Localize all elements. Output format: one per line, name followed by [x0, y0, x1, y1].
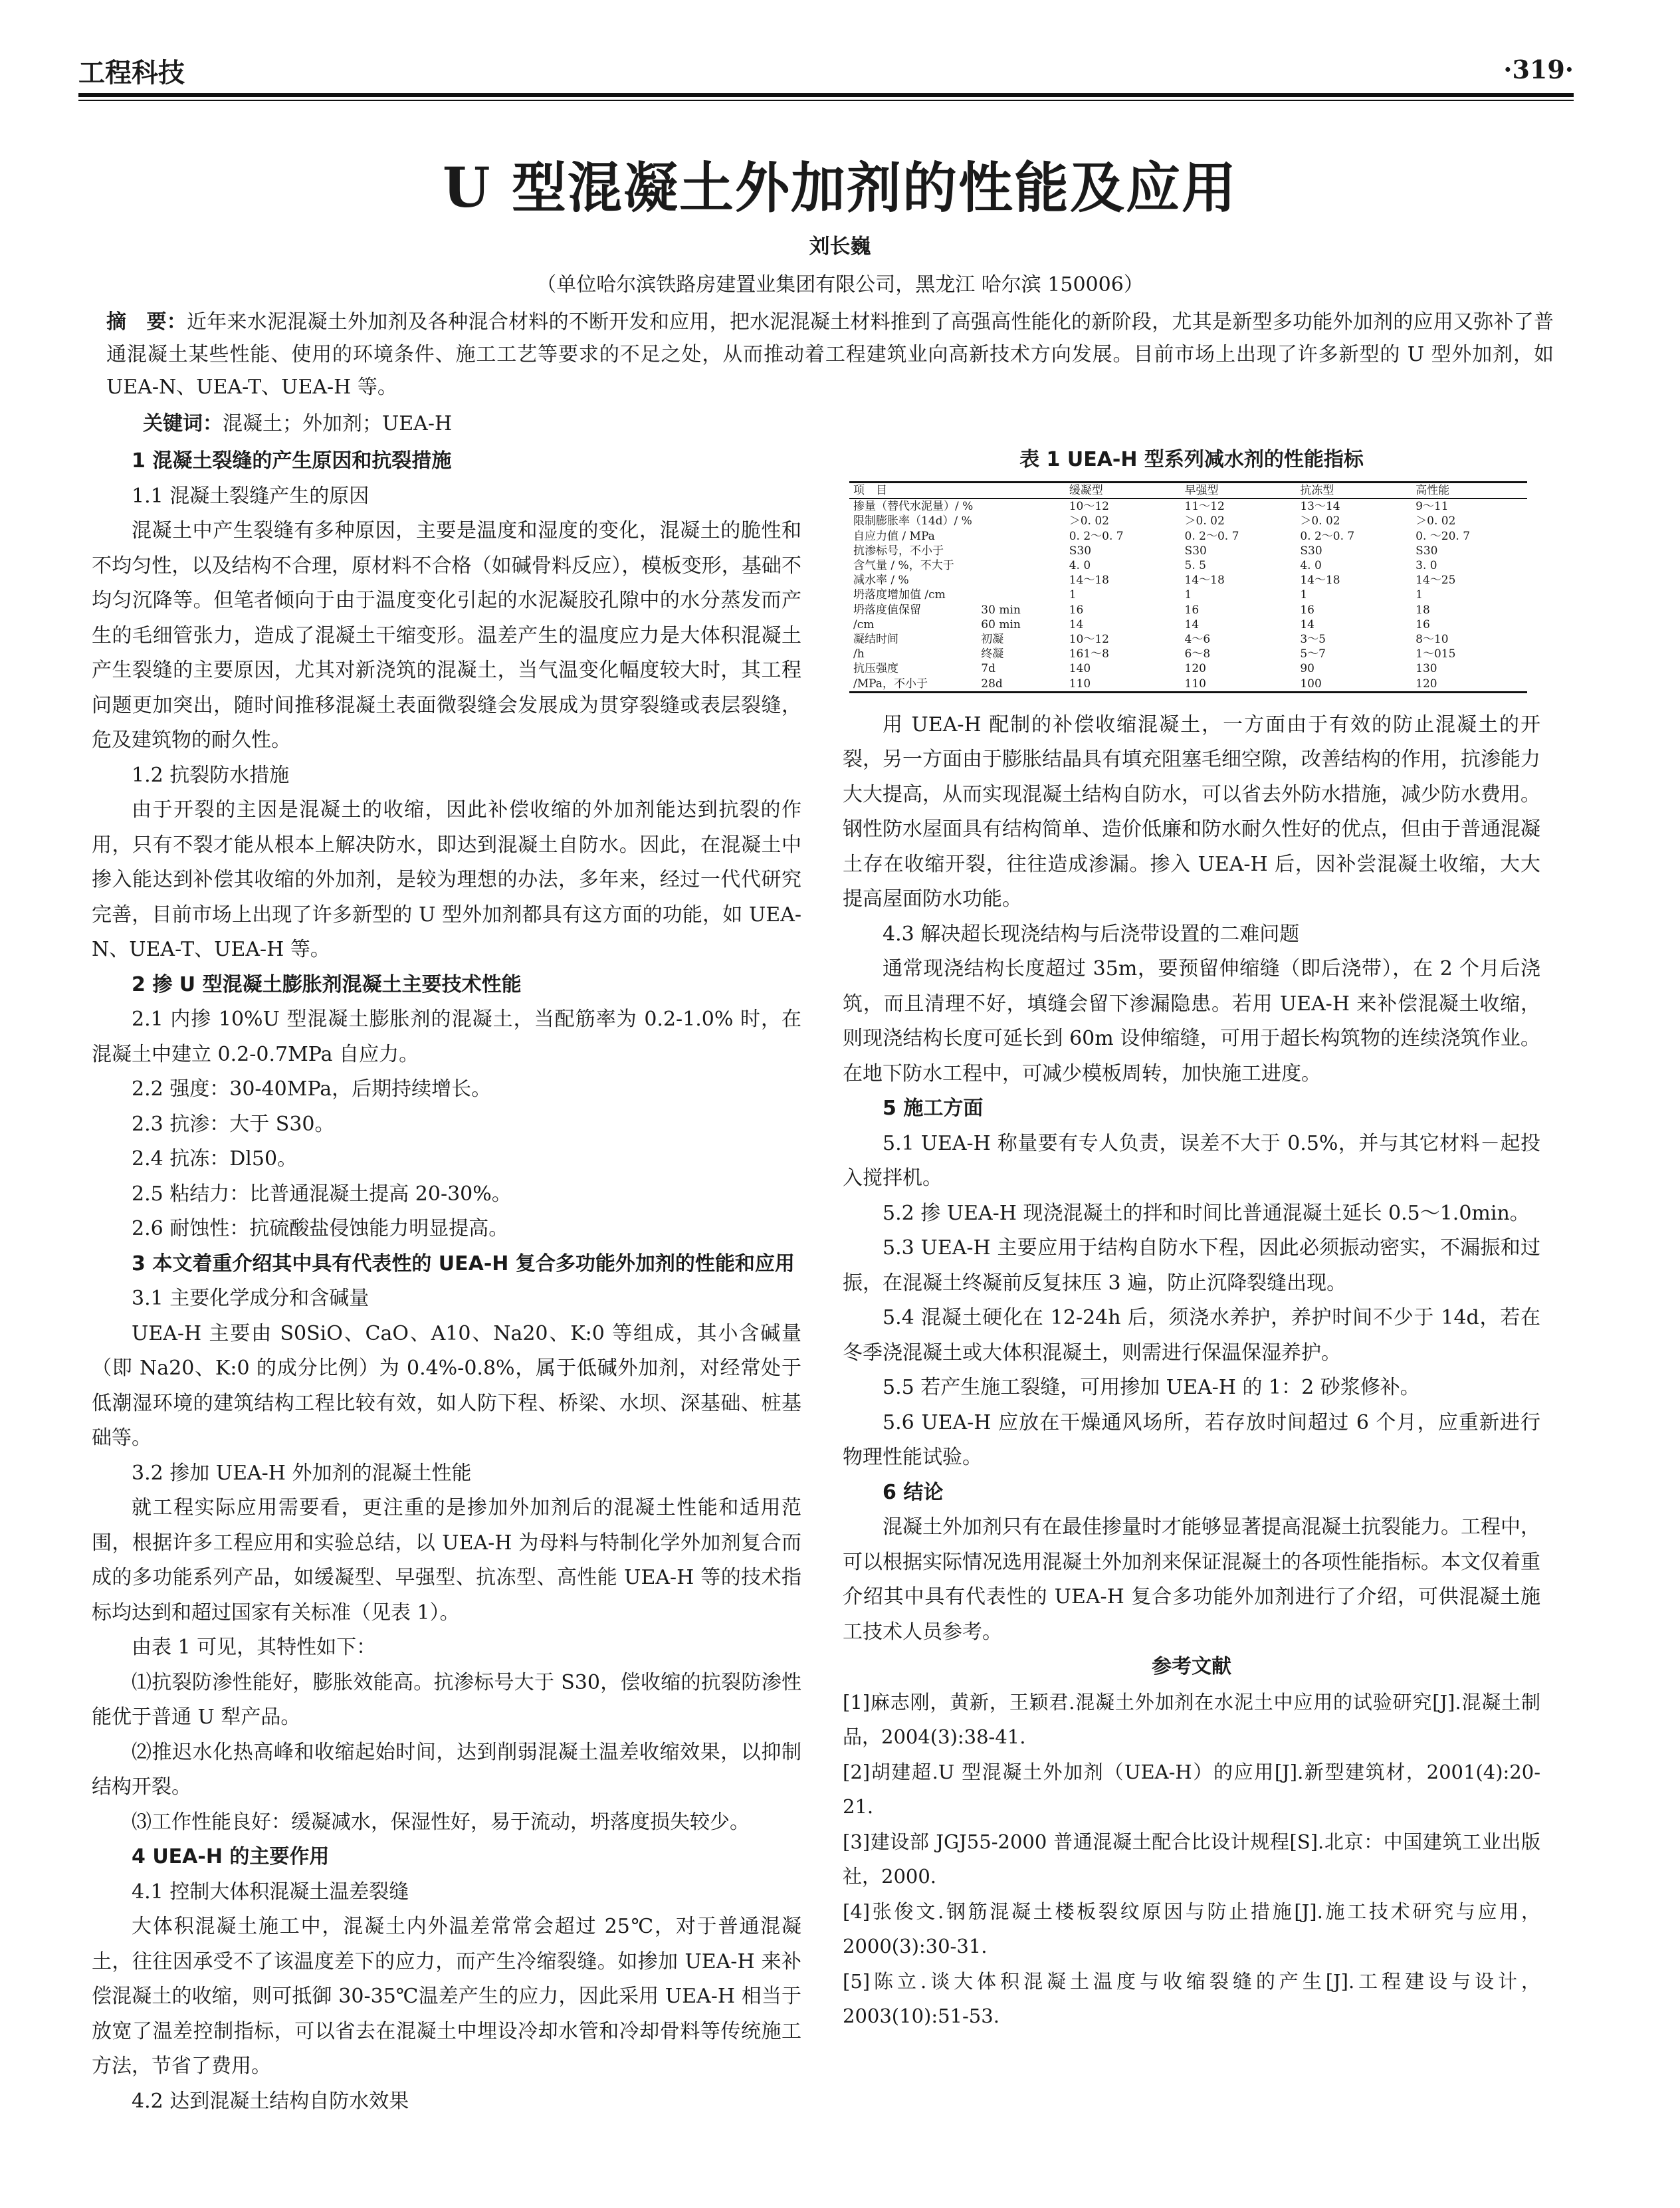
paragraph: 5.4 混凝土硬化在 12-24h 后，须浇水养护，养护时间不少于 14d，若在冬季浇混凝土或大体积混凝土，则需进行保温保湿养护。: [843, 1306, 1540, 1365]
table-cell: 14～18: [1184, 574, 1225, 588]
table-cell: 14: [1069, 617, 1084, 631]
table-cell: 3. 0: [1416, 559, 1437, 573]
table-header-cell: [977, 483, 1065, 499]
table-cell: [977, 558, 1065, 573]
table-cell: 6～8: [1184, 647, 1211, 661]
table-row: [849, 558, 1527, 573]
table-cell: 30 min: [981, 603, 1021, 617]
paragraph: 通常现浇结构长度超过 35m，要预留伸缩缝（即后浇带），在 2 个月后浇筑，而且清理不好，填缝会留下渗漏隐患。若用 UEA-H 来补偿混凝土收缩，则现浇结构长度可延长到 60m 设伸缩缝，可用于超长构筑物的连续浇筑作业。在地下防水工程中，可减少模板周转，加快施工进度。: [843, 957, 1540, 1085]
paragraph: 5.1 UEA-H 称量要有专人负责，误差不大于 0.5%，并与其它材料－起投入搅拌机。: [843, 1131, 1540, 1190]
table-cell: 抗压强度: [853, 662, 898, 676]
table-cell: 120: [1184, 662, 1206, 676]
keywords-text: 混凝土；外加剂；UEA-H: [223, 412, 453, 435]
table-row: [849, 617, 1527, 632]
table-row: [849, 573, 1527, 588]
table-cell: 16: [1069, 603, 1084, 617]
subsection-heading: 4.2 达到混凝土结构自防水效果: [132, 2089, 409, 2113]
paragraph: 由表 1 可见，其特性如下：: [132, 1636, 377, 1659]
table-cell: [977, 529, 1065, 544]
paragraph: 用 UEA-H 配制的补偿收缩混凝土，一方面由于有效的防止混凝土的开裂，另一方面由于膨胀结晶具有填充阻塞毛细空隙，改善结构的作用，抗渗能力大大提高，从而实现混凝土结构自防水，可以省去外防水措施，减少防水费用。钢性防水屋面具有结构简单、造价低廉和防水耐久性好的优点，但由于普通混凝土存在收缩开裂，往往造成渗漏。掺入 UEA-H 后，因补尝混凝土收缩，大大提高屋面防水功能。: [843, 713, 1540, 911]
section-heading: 3 本文着重介绍其中具有代表性的 UEA-H 复合多功能外加剂的性能和应用: [132, 1252, 795, 1275]
author: 刘长巍: [809, 235, 871, 259]
table-row: [849, 588, 1527, 602]
subsection-heading: 3.2 掺加 UEA-H 外加剂的混凝土性能: [132, 1461, 472, 1485]
table-cell: 14: [1184, 617, 1200, 631]
section-heading: 4 UEA-H 的主要作用: [132, 1845, 330, 1868]
table-cell: 终凝: [981, 647, 1004, 661]
table-cell: 0. ～20. 7: [1416, 529, 1471, 543]
paragraph: ⑵推迟水化热高峰和收缩起始时间，达到削弱混凝土温差收缩效果，以抑制结构开裂。: [92, 1740, 801, 1799]
table-cell: 限制膨胀率（14d）/ %: [853, 514, 972, 528]
table-cell: [977, 498, 1065, 514]
performance-table: [849, 481, 1527, 693]
table-cell: 14: [1300, 617, 1314, 631]
subsection-heading: 4.1 控制大体积混凝土温差裂缝: [132, 1880, 409, 1904]
table-cell: 14～18: [1069, 574, 1109, 588]
reference-item: [5]陈立.谈大体积混凝土温度与收缩裂缝的产生[J].工程建设与设计，2003(10):51-53.: [843, 1969, 1540, 2028]
table-cell: 1～015: [1416, 647, 1456, 661]
table-cell: 4～6: [1184, 633, 1211, 647]
table-cell: 9～11: [1416, 500, 1449, 514]
table-cell: S30: [1069, 544, 1092, 558]
table-row: [849, 603, 1527, 617]
table-row: [849, 529, 1527, 544]
table-cell: ＞0. 02: [1069, 514, 1109, 528]
paragraph: UEA-H 主要由 S0SiO、CaO、A10、Na20、K:0 等组成，其小含碱量（即 Na20、K:0 的成分比例）为 0.4%-0.8%，属于低碱外加剂，对经常处于低潮湿环境的建筑结构工程比较有效，如人防下程、桥梁、水坝、深基础、桩基础等。: [92, 1321, 801, 1450]
table-cell: 5～7: [1300, 647, 1326, 661]
subsection-heading: 1.2 抗裂防水措施: [132, 763, 290, 787]
table-header-row: [849, 483, 1527, 499]
table-cell: 1: [1300, 588, 1308, 602]
table-cell: 3～5: [1300, 633, 1326, 647]
table-cell: 110: [1181, 677, 1297, 693]
reference-item: [4]张俊文.钢筋混凝土楼板裂纹原因与防止措施[J].施工技术研究与应用，2000(3):30-31.: [843, 1900, 1540, 1958]
table-cell: 5. 5: [1184, 559, 1206, 573]
table-cell: ＞0. 02: [1184, 514, 1225, 528]
table-cell: 14～25: [1416, 574, 1456, 588]
table-row: [849, 677, 1527, 693]
table-cell: 减水率 / %: [853, 574, 909, 588]
table-cell: [977, 544, 1065, 558]
table-cell: 8～10: [1416, 633, 1449, 647]
abstract-text: 近年来水泥混凝土外加剂及各种混合材料的不断开发和应用，把水泥混凝土材料推到了高强高性能化的新阶段，尤其是新型多功能外加剂的应用又弥补了普通混凝土某些性能、使用的环境条件、施工工艺等要求的不足之处，从而推动着工程建筑业向高新技术方向发展。目前市场上出现了许多新型的 U 型外加剂，如 UEA-N、UEA-T、UEA-H 等。: [106, 310, 1554, 399]
table-cell: 18: [1416, 603, 1430, 617]
table-cell: 0. 2～0. 7: [1069, 529, 1124, 543]
table-cell: 16: [1184, 603, 1200, 617]
table-cell: 130: [1416, 662, 1437, 676]
section-heading: 1 混凝土裂缝的产生原因和抗裂措施: [132, 449, 452, 473]
reference-item: [2]胡建超.U 型混凝土外加剂（UEA-H）的应用[J].新型建筑材，2001(4):20-21.: [843, 1760, 1540, 1819]
paragraph: 5.2 掺 UEA-H 现浇混凝土的拌和时间比普通混凝土延长 0.5～1.0min。: [883, 1201, 1530, 1225]
table-cell: 13～14: [1300, 500, 1340, 514]
table-cell: ＞0. 02: [1300, 514, 1340, 528]
table-cell: [977, 588, 1065, 602]
table-cell: 含气量 / %，不大于: [853, 559, 954, 573]
table-cell: 4. 0: [1300, 559, 1322, 573]
table-cell: 1: [1184, 588, 1192, 602]
table-cell: 10～12: [1069, 633, 1109, 647]
section-heading: 2 掺 U 型混凝土膨胀剂混凝土主要技术性能: [132, 972, 522, 996]
table-row: [849, 514, 1527, 528]
table-header-cell: 项 目: [849, 483, 977, 499]
table-cell: 1: [1069, 588, 1077, 602]
page-number: ·319·: [1503, 55, 1574, 84]
paragraph: ⑴抗裂防渗性能好，膨胀效能高。抗渗标号大于 S30，偿收缩的抗裂防渗性能优于普通 U 犁产品。: [92, 1670, 801, 1729]
table-cell: 初凝: [981, 633, 1004, 647]
subsection-heading: 4.3 解决超长现浇结构与后浇带设置的二难问题: [883, 922, 1300, 946]
table-cell: 坍落度增加值 /cm: [853, 588, 946, 602]
paragraph: 5.5 若产生施工裂缝，可用掺加 UEA-H 的 1：2 砂浆修补。: [883, 1376, 1420, 1400]
reference-item: [1]麻志刚，黄新，王颖君.混凝土外加剂在水泥土中应用的试验研究[J].混凝土制品，2004(3):38-41.: [843, 1690, 1540, 1749]
paragraph: 2.2 强度：30-40MPa，后期持续增长。: [132, 1077, 492, 1101]
table-cell: 28d: [977, 677, 1065, 693]
table-cell: 1: [1416, 588, 1423, 602]
table-cell: 11～12: [1184, 500, 1225, 514]
table-cell: 掺量（替代水泥量）/ %: [853, 500, 974, 514]
article-title: U 型混凝土外加剂的性能及应用: [442, 156, 1238, 220]
table-cell: 16: [1300, 603, 1314, 617]
table-cell: S30: [1300, 544, 1322, 558]
running-head: [78, 52, 1574, 92]
table-header-cell: 缓凝型: [1065, 483, 1181, 499]
paragraph: 2.1 内掺 10%U 型混凝土膨胀剂的混凝土，当配筋率为 0.2-1.0% 时，在混凝土中建立 0.2-0.7MPa 自应力。: [92, 1008, 801, 1066]
table-cell: [977, 573, 1065, 588]
table-cell: 0. 2～0. 7: [1300, 529, 1355, 543]
table-cell: 坍落度值保留: [853, 603, 921, 617]
section-heading: 5 施工方面: [883, 1097, 984, 1121]
table-spacer: [843, 693, 1540, 708]
paragraph: 大体积混凝土施工中，混凝土内外温差常常会超过 25℃，对于普通混凝土，往往因承受不了该温度差下的应力，而产生冷缩裂缝。如掺加 UEA-H 来补偿混凝土的收缩，则可抵御 30-35℃温差产生的应力，因此采用 UEA-H 相当于放宽了温差控制指标，可以省去在混凝土中埋设冷却水管和冷却骨料等传统施工方法，节省了费用。: [92, 1915, 801, 2078]
right-column: [843, 444, 1540, 2034]
paragraph: 2.5 粘结力：比普通混凝土提高 20-30%。: [132, 1182, 512, 1206]
table-cell: 60 min: [981, 617, 1021, 631]
table-cell: 4. 0: [1069, 559, 1091, 573]
paragraph: 混凝土中产生裂缝有多种原因，主要是温度和湿度的变化，混凝土的脆性和不均匀性，以及结构不合理，原材料不合格（如碱骨料反应），模板变形，基础不均匀沉降等。但笔者倾向于由于温度变化引起的水泥凝胶孔隙中的水分蒸发而产生的毛细管张力，造成了混凝土干缩变形。温差产生的温度应力是大体积混凝土产生裂缝的主要原因，尤其对新浇筑的混凝土，当气温变化幅度较大时，其工程问题更加突出，随时间推移混凝土表面微裂缝会发展成为贯穿裂缝或表层裂缝，危及建筑物的耐久性。: [92, 519, 801, 752]
table-row: [849, 647, 1527, 661]
table-cell: 16: [1416, 617, 1430, 631]
table-cell: /h: [853, 647, 865, 661]
table-cell: S30: [1184, 544, 1207, 558]
section-heading: 6 结论: [883, 1480, 944, 1504]
table-cell: 120: [1412, 677, 1527, 693]
subsection-heading: 3.1 主要化学成分和含碱量: [132, 1287, 369, 1310]
table-cell: [977, 514, 1065, 528]
affiliation: （单位哈尔滨铁路房建置业集团有限公司，黑龙江 哈尔滨 150006）: [536, 273, 1144, 296]
table-cell: 90: [1300, 662, 1314, 676]
table-row: [849, 661, 1527, 676]
paragraph: 5.6 UEA-H 应放在干燥通风场所，若存放时间超过 6 个月，应重新进行物理性能试验。: [843, 1410, 1540, 1470]
paragraph: 就工程实际应用需要看，更注重的是掺加外加剂后的混凝土性能和适用范围，根据许多工程应用和实验总结，以 UEA-H 为母料与特制化学外加剂复合而成的多功能系列产品，如缓凝型、早强型、抗冻型、高性能 UEA-H 等的技术指标均达到和超过国家有关标准（见表 1）。: [92, 1496, 801, 1624]
table-cell: 10～12: [1069, 500, 1109, 514]
table-cell: S30: [1416, 544, 1438, 558]
table-cell: 凝结时间: [853, 633, 898, 647]
paragraph: 2.3 抗渗：大于 S30。: [132, 1112, 335, 1136]
abstract: [106, 306, 1554, 403]
journal-name: 工程科技: [78, 58, 185, 88]
abstract-label: 摘 要：: [106, 310, 187, 334]
table-row: [849, 498, 1527, 514]
table-cell: 0. 2～0. 7: [1184, 529, 1239, 543]
table-header-cell: 高性能: [1412, 483, 1527, 499]
keywords: [143, 407, 452, 436]
subsection-heading: 1.1 混凝土裂缝产生的原因: [132, 484, 369, 508]
table-row: [849, 544, 1527, 558]
table-header-cell: 抗冻型: [1296, 483, 1412, 499]
paragraph: 2.4 抗冻：Dl50。: [132, 1147, 298, 1170]
table-cell: 7d: [981, 662, 996, 676]
paragraph: ⑶工作性能良好：缓凝减水，保湿性好，易于流动，坍落度损失较少。: [132, 1810, 750, 1834]
table-cell: 110: [1065, 677, 1181, 693]
table-row: [849, 632, 1527, 647]
reference-list: [843, 1685, 1540, 2034]
paragraph: 5.3 UEA-H 主要应用于结构自防水下程，因此必须振动密实，不漏振和过振，在混凝土终凝前反复抹压 3 遍，防止沉降裂缝出现。: [843, 1236, 1540, 1295]
table-cell: 14～18: [1300, 574, 1340, 588]
table-header-cell: 早强型: [1181, 483, 1297, 499]
table-caption: 表 1 UEA-H 型系列减水剂的性能指标: [1019, 448, 1364, 471]
table-cell: 抗渗标号，不小于: [853, 544, 944, 558]
references-title: 参考文献: [1152, 1655, 1231, 1679]
left-column: [92, 444, 801, 2119]
table-cell: 161～8: [1069, 647, 1109, 661]
table-cell: 140: [1069, 662, 1091, 676]
paragraph: 混凝土外加剂只有在最佳掺量时才能够显著提高混凝土抗裂能力。工程中，可以根据实际情况选用混凝土外加剂来保证混凝土的各项性能指标。本文仅着重介绍其中具有代表性的 UEA-H 复合多功能外加剂进行了介绍，可供混凝土施工技术人员参考。: [843, 1515, 1540, 1644]
header-rule-thick: [78, 93, 1574, 97]
paragraph: 由于开裂的主因是混凝土的收缩，因此补偿收缩的外加剂能达到抗裂的作用，只有不裂才能从根本上解决防水，即达到混凝土自防水。因此，在混凝土中掺入能达到补偿其收缩的外加剂，是较为理想的办法，多年来，经过一代代研究完善，目前市场上出现了许多新型的 U 型外加剂都具有这方面的功能，如 UEA-N、UEA-T、UEA-H 等。: [92, 798, 801, 961]
table-cell: /cm: [853, 617, 875, 631]
header-rule-thin: [78, 100, 1574, 101]
table-cell: ＞0. 02: [1416, 514, 1456, 528]
paragraph: 2.6 耐蚀性：抗硫酸盐侵蚀能力明显提高。: [132, 1217, 509, 1240]
keywords-label: 关键词：: [143, 412, 223, 435]
table-cell: 自应力值 / MPa: [853, 529, 935, 543]
table-cell: 100: [1296, 677, 1412, 693]
table-cell: /MPa，不小于: [849, 677, 977, 693]
reference-item: [3]建设部 JGJ55-2000 普通混凝土配合比设计规程[S].北京：中国建筑工业出版社，2000.: [843, 1830, 1540, 1888]
